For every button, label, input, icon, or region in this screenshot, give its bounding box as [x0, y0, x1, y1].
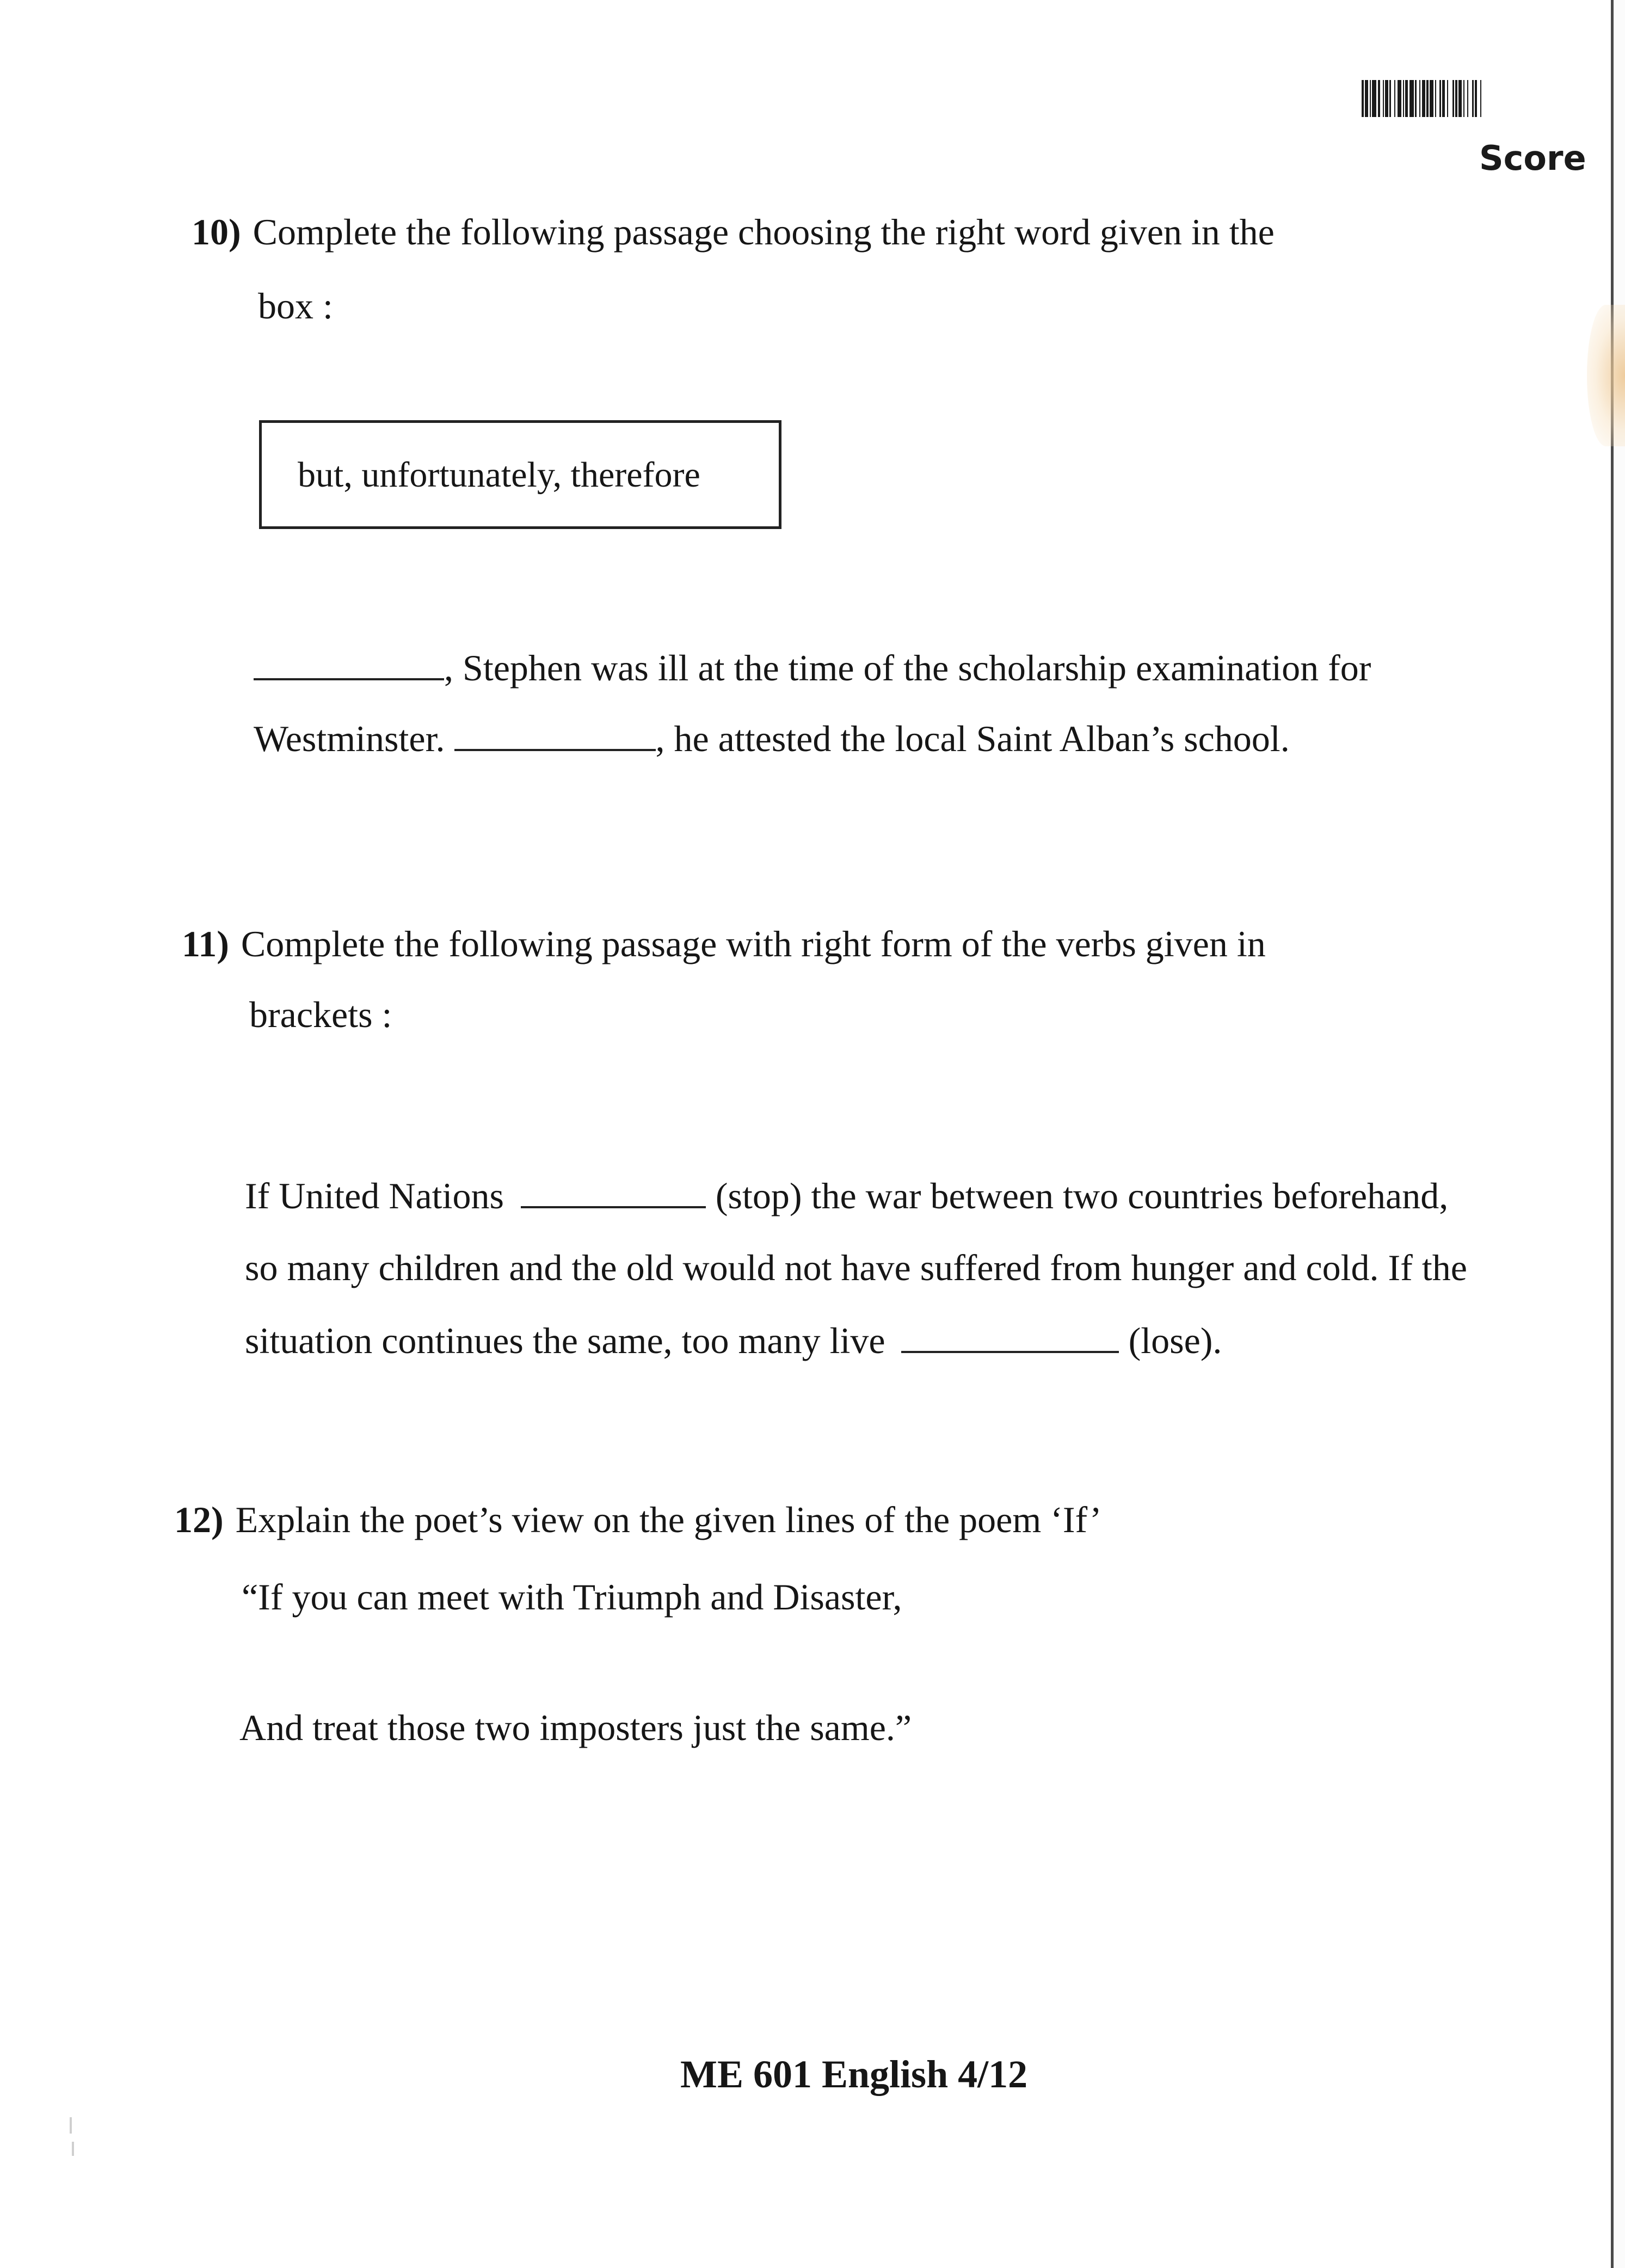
barcode-bar	[1481, 80, 1483, 117]
page-footer: ME 601 English 4/12	[680, 2052, 1028, 2096]
q10-number: 10)	[192, 211, 241, 253]
q11-passage-line3	[245, 1322, 1222, 1359]
q11-passage-line1	[245, 1177, 1448, 1214]
q12-quote-line2: And treat those two imposters just the same.”	[239, 1707, 912, 1748]
q12-number: 12)	[174, 1499, 224, 1540]
q10-passage-line2	[254, 720, 1290, 757]
barcode-bar	[1409, 80, 1414, 117]
q10-blank-1[interactable]	[254, 649, 444, 680]
barcode-bar	[1372, 80, 1376, 117]
barcode	[1362, 80, 1579, 117]
q11-line1-end: (stop) the war between two countries beforehand,	[715, 1175, 1449, 1216]
q10-line2-end: , he attested the local Saint Alban’s school.	[655, 718, 1290, 759]
q10-line2-start: Westminster.	[254, 718, 445, 759]
q11-passage-line2: so many children and the old would not have suffered from hunger and cold. If the	[245, 1247, 1467, 1288]
score-label: Score	[1479, 138, 1586, 178]
q12-instruction	[174, 1501, 1102, 1538]
q11-instruction-text: Complete the following passage with right form of the verbs given in	[241, 923, 1266, 964]
q11-line3-end: (lose).	[1128, 1320, 1222, 1361]
scan-mark	[70, 2117, 72, 2134]
word-box-text: but, unfortunately, therefore	[298, 455, 700, 495]
q10-instruction-line1	[192, 211, 1275, 253]
q11-line3-start: situation continues the same, too many live	[245, 1320, 885, 1361]
q12-quote-line1: “If you can meet with Triumph and Disaster,	[242, 1576, 902, 1618]
barcode-bar	[1398, 80, 1401, 117]
q10-passage-line1	[254, 647, 1371, 689]
q12-instruction-text: Explain the poet’s view on the given lines of the poem ‘If’	[235, 1499, 1102, 1540]
scan-mark	[72, 2142, 74, 2156]
q11-line1-start: If United Nations	[245, 1175, 504, 1216]
q11-blank-1[interactable]	[521, 1177, 706, 1208]
word-box	[259, 420, 781, 529]
paper-stain	[1587, 305, 1625, 446]
barcode-bar	[1448, 80, 1452, 117]
q11-number: 11)	[182, 923, 229, 964]
q11-blank-2[interactable]	[901, 1322, 1119, 1353]
q11-instruction-line1	[182, 925, 1266, 962]
q10-line1-text: , Stephen was ill at the time of the scholarship examination for	[444, 647, 1371, 689]
q10-instruction-text: Complete the following passage choosing the right word given in the	[253, 211, 1275, 253]
q10-instruction-line2: box :	[258, 285, 333, 327]
barcode-bar	[1430, 80, 1433, 117]
q11-instruction-line2: brackets :	[249, 994, 392, 1035]
barcode-bar	[1468, 80, 1472, 117]
q10-blank-2[interactable]	[454, 720, 656, 751]
